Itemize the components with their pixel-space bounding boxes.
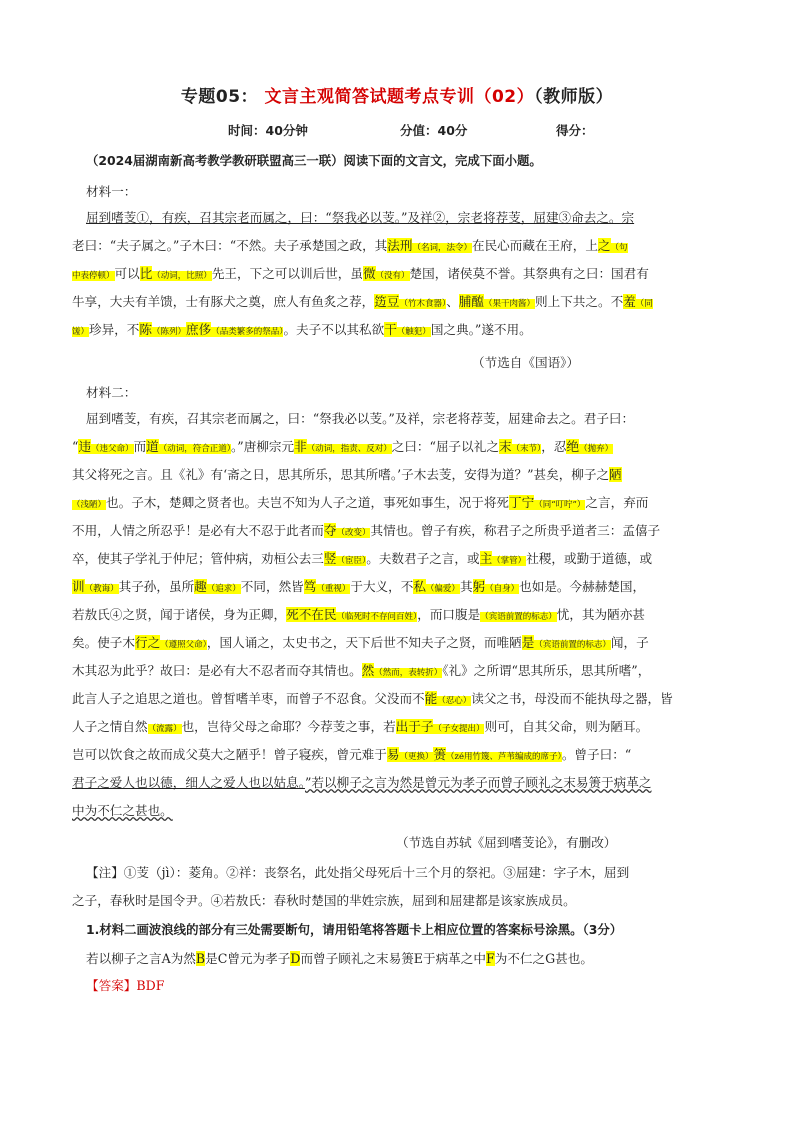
option-marker: B: [195, 951, 206, 966]
text: 。夫数君子之言，或: [366, 551, 480, 566]
gloss: （动词，比照）: [152, 271, 212, 281]
wavy-text: ”若以柳子之言为然是曾元为孝子而曾子顾礼之末易箦于病革之: [304, 775, 652, 790]
gloss: （自身）: [485, 584, 520, 594]
title-prefix: 专题05：: [180, 87, 259, 107]
highlight: 法刑: [387, 238, 413, 253]
highlight: 干: [384, 322, 397, 337]
gloss: （竹木食器）: [399, 299, 447, 309]
highlight: 笃: [303, 579, 317, 594]
gloss: （陈列）: [151, 327, 186, 337]
text: 之言，弃而: [585, 495, 649, 510]
gloss: （改变）: [336, 528, 371, 538]
text: 也。子木，楚卿之贤者也。夫岂不知为人子之道，事死如事生，况于将死: [106, 495, 510, 510]
text: 其子孙，虽所: [118, 579, 195, 594]
highlight: 脯醢: [458, 294, 484, 309]
text: 。”唐柳宗元: [231, 439, 295, 454]
option-marker: D: [290, 951, 301, 966]
gloss: （更换）: [399, 752, 434, 762]
text: 社稷，或勤于道德，或: [526, 551, 653, 566]
m2-line-10: [72, 660, 650, 679]
m2-line-15: [72, 800, 173, 819]
highlight: 夺: [323, 523, 337, 538]
m1-line-2: [72, 235, 628, 254]
time-label: 时间：40分钟: [228, 123, 308, 138]
m2-line-4: [72, 492, 648, 511]
highlight: 死不在民: [286, 607, 337, 622]
highlight: 之: [597, 238, 611, 253]
highlight: 然: [361, 663, 375, 678]
gloss: （末节）: [511, 444, 542, 454]
gloss: （同“叮咛”）: [534, 500, 586, 510]
m1-line-5: [72, 319, 532, 338]
text: 先王，下之可以训后世，虽: [211, 266, 363, 281]
highlight: 能: [424, 691, 438, 706]
question-1: 1.材料二画波浪线的部分有三处需要断句，请用铅笔将答题卡上相应位置的答案标号涂黑。（3分）: [86, 922, 623, 937]
title-main: 文言主观简答试题考点专训（02）: [264, 87, 535, 107]
gloss: （zé用竹篾、芦苇编成的席子）: [446, 752, 562, 762]
highlight: 庶侈: [186, 322, 212, 337]
gloss: （抛弃）: [579, 444, 614, 454]
gloss: （偏爱）: [425, 584, 460, 594]
underlined-text: 君子之爱人也以德，细人之爱人也以姑息。: [72, 775, 305, 790]
gloss: （临死时不存问百姓）: [336, 612, 418, 622]
text: 忧，其为陋亦甚: [556, 607, 645, 622]
highlight: 陈: [139, 322, 152, 337]
highlight: 箦: [433, 747, 447, 762]
highlight: 易: [386, 747, 400, 762]
text: 其情也。曾子有疾，称君子之所贵乎道者三：孟僖子: [370, 523, 661, 538]
text: “: [72, 439, 79, 454]
gloss: （宾语前置的标志）: [534, 640, 611, 650]
highlight: 陋: [609, 467, 622, 482]
text: 在民心而藏在王府，上: [471, 238, 598, 253]
highlight: 丁宁: [509, 495, 535, 510]
m2-source: （节选自苏轼《屈到嗜芰论》，有删改）: [396, 835, 617, 850]
m1-line-1: [86, 207, 634, 226]
text: ，忍: [541, 439, 567, 454]
gloss: （浅陋）: [72, 500, 107, 510]
answer-label: 【答案】: [86, 978, 137, 993]
m2-line-2: [72, 436, 613, 455]
m1-line-3: [72, 263, 649, 282]
highlight: 竖: [323, 551, 337, 566]
option-marker: F: [485, 951, 495, 966]
text: 。夫子不以其私欲: [283, 322, 385, 337]
highlight: 躬: [472, 579, 486, 594]
text: 也如是。今赫赫楚国，: [519, 579, 646, 594]
gloss: （宾语前置的标志）: [480, 612, 557, 622]
score-label: 分值：40分: [400, 123, 468, 138]
text: 而: [133, 439, 147, 454]
highlight: 比: [139, 266, 153, 281]
gloss: （品类繁多的祭品）: [211, 327, 284, 337]
text: 矣。使子木: [72, 635, 135, 650]
intro-text: （2024届湖南新高考教学教研联盟高三一联）阅读下面的文言文，完成下面小题。: [86, 153, 542, 168]
text: 岂可以饮食之故而成父莫大之陋乎！曾子寝疾，曾元难于: [72, 747, 387, 762]
highlight: 违: [78, 439, 92, 454]
gloss: （追求）: [206, 584, 241, 594]
text: 之曰：“屈子以礼之: [391, 439, 499, 454]
text: 于大义，不: [350, 579, 414, 594]
gloss: （违父命）: [91, 444, 134, 454]
text: 若以柳子之言A为然: [86, 951, 196, 966]
text: 《礼》之所谓“思其所乐，思其所嗜”，: [442, 663, 651, 678]
gloss: （动词，符合正道）: [158, 444, 232, 454]
note-line-1: 【注】①芰（jì）：菱角。②祥：丧祭名，此处指父母死后十三个月的祭祀。③屈建：字子木，屈到: [86, 865, 630, 880]
highlight: 趣: [194, 579, 207, 594]
m2-line-12: [72, 716, 648, 735]
m1-line-4: [72, 291, 653, 310]
text: 卒，使其子学礼于仲尼；管仲病，劝桓公去三: [72, 551, 324, 566]
highlight: 微: [362, 266, 376, 281]
text: 不用，人情之所忍乎！是必有大不忍于此者而: [72, 523, 324, 538]
m2-line-3: [72, 464, 622, 483]
gloss: （忍心）: [437, 696, 472, 706]
gloss: （同: [635, 299, 653, 309]
answer: [86, 975, 164, 994]
material-2-label: 材料二：: [86, 385, 137, 400]
m2-line-8: [72, 604, 645, 623]
text: 楚国，诸侯莫不誉。其祭典有之曰：国君有: [409, 266, 649, 281]
m2-line-7: [72, 576, 645, 595]
text: 、: [446, 294, 459, 309]
gloss: 中表停顿）: [72, 271, 115, 281]
gloss: （掌管）: [492, 556, 527, 566]
text: 珍异，不: [89, 322, 140, 337]
text: 其父将死之言。且《礼》有‘斋之日，思其所乐，思其所嗜。’子木去芰，安得为道？”甚矣，柳子之: [72, 467, 610, 482]
m2-line-1: [86, 408, 634, 427]
text: ，而口腹是: [417, 607, 481, 622]
m2-line-11: [72, 688, 673, 707]
gloss: （遵照父命）: [160, 640, 207, 650]
text: ，国人诵之，太史书之，天下后世不知夫子之贤，而唯陋: [206, 635, 522, 650]
m2-line-9: [72, 632, 649, 651]
gloss: （流露）: [147, 724, 182, 734]
page-title: [0, 82, 794, 107]
highlight: 绝: [566, 439, 580, 454]
m2-line-14: [72, 772, 651, 791]
note-line-2: 之子，春秋时是国令尹。④若敖氏：春秋时楚国的芈姓宗族，屈到和屈建都是该家族成员。: [72, 893, 576, 908]
text: 闻，子: [610, 635, 649, 650]
m1-line-1-text: 屈到嗜芰①，有疾，召其宗老而属之，曰：“祭我必以芰。”及祥②，宗老将荐芰，屈建③命去之。宗: [86, 210, 635, 225]
highlight: 羞: [623, 294, 636, 309]
m2-line-6: [72, 548, 652, 567]
m1-source: （节选自《国语》）: [472, 355, 580, 370]
text: 若敖氏④之贤，闻于诸侯，身为正卿，: [72, 607, 287, 622]
gloss: （果干肉酱）: [483, 299, 535, 309]
highlight: 私: [413, 579, 426, 594]
text: 是C曾元为孝子: [205, 951, 291, 966]
text: 而曾子顾礼之末易箦E于病革之中: [300, 951, 486, 966]
material-1-label: 材料一：: [86, 184, 137, 199]
text: 其: [459, 579, 473, 594]
text: 可以: [114, 266, 140, 281]
text: 读父之书，母没而不能执母之器，皆: [471, 691, 673, 706]
gloss: （重视）: [316, 584, 351, 594]
gloss: （然而，表转折）: [374, 668, 443, 678]
gloss: （没有）: [375, 271, 410, 281]
m2-line-13: [72, 744, 631, 763]
highlight: 末: [498, 439, 512, 454]
gloss: （句: [610, 243, 628, 253]
text: 则上下共之。不: [535, 294, 624, 309]
gloss: （子女提出）: [433, 724, 485, 734]
m2-line-5: [72, 520, 660, 539]
text: 此言人子之追思之道也。曾皙嗜羊枣，而曾子不忍食。父没而不: [72, 691, 425, 706]
gloss: （名词，法令）: [412, 243, 472, 253]
text: 屈到嗜芰，有疾，召其宗老而属之，曰：“祭我必以芰。”及祥，宗老将荐芰，屈建命去之。君子曰：: [86, 411, 635, 426]
highlight: 主: [479, 551, 493, 566]
highlight: 笾豆: [374, 294, 400, 309]
text: 老曰：“夫子属之。”子木曰：“不然。夫子承楚国之政，其: [72, 238, 388, 253]
highlight: 道: [146, 439, 159, 454]
highlight: 非: [294, 439, 307, 454]
wavy-text: 中为不仁之甚也。: [72, 803, 173, 818]
text: 国之典。”遂不用。: [430, 322, 532, 337]
answer-value: BDF: [136, 978, 165, 993]
text: 不同，然皆: [240, 579, 304, 594]
text: 牛享，大夫有羊馈，士有豚犬之奠，庶人有鱼炙之荐，: [72, 294, 375, 309]
gloss: （教诲）: [84, 584, 119, 594]
highlight: 是: [521, 635, 535, 650]
text: 人子之情自然: [72, 719, 148, 734]
gloss: （动词，指责、反对）: [306, 444, 392, 454]
text: 也，岂待父母之命耶？今荐芰之事，若: [181, 719, 396, 734]
text: 则可，自其父命，则为陋耳。: [484, 719, 649, 734]
got-label: 得分：: [556, 123, 594, 138]
gloss: （宦臣）: [336, 556, 367, 566]
text: 木其忍为此乎？故曰：是必有大不忍者而夺其情也。: [72, 663, 362, 678]
text: 为不仁之G甚也。: [494, 951, 593, 966]
highlight: 行之: [134, 635, 161, 650]
title-suffix: （教师版）: [534, 87, 614, 107]
gloss: 馐）: [72, 327, 90, 337]
gloss: （触犯）: [396, 327, 431, 337]
text: 。曾子曰：“: [561, 747, 632, 762]
highlight: 训: [72, 579, 85, 594]
highlight: 出于子: [395, 719, 434, 734]
q1-options-line: [86, 948, 593, 967]
